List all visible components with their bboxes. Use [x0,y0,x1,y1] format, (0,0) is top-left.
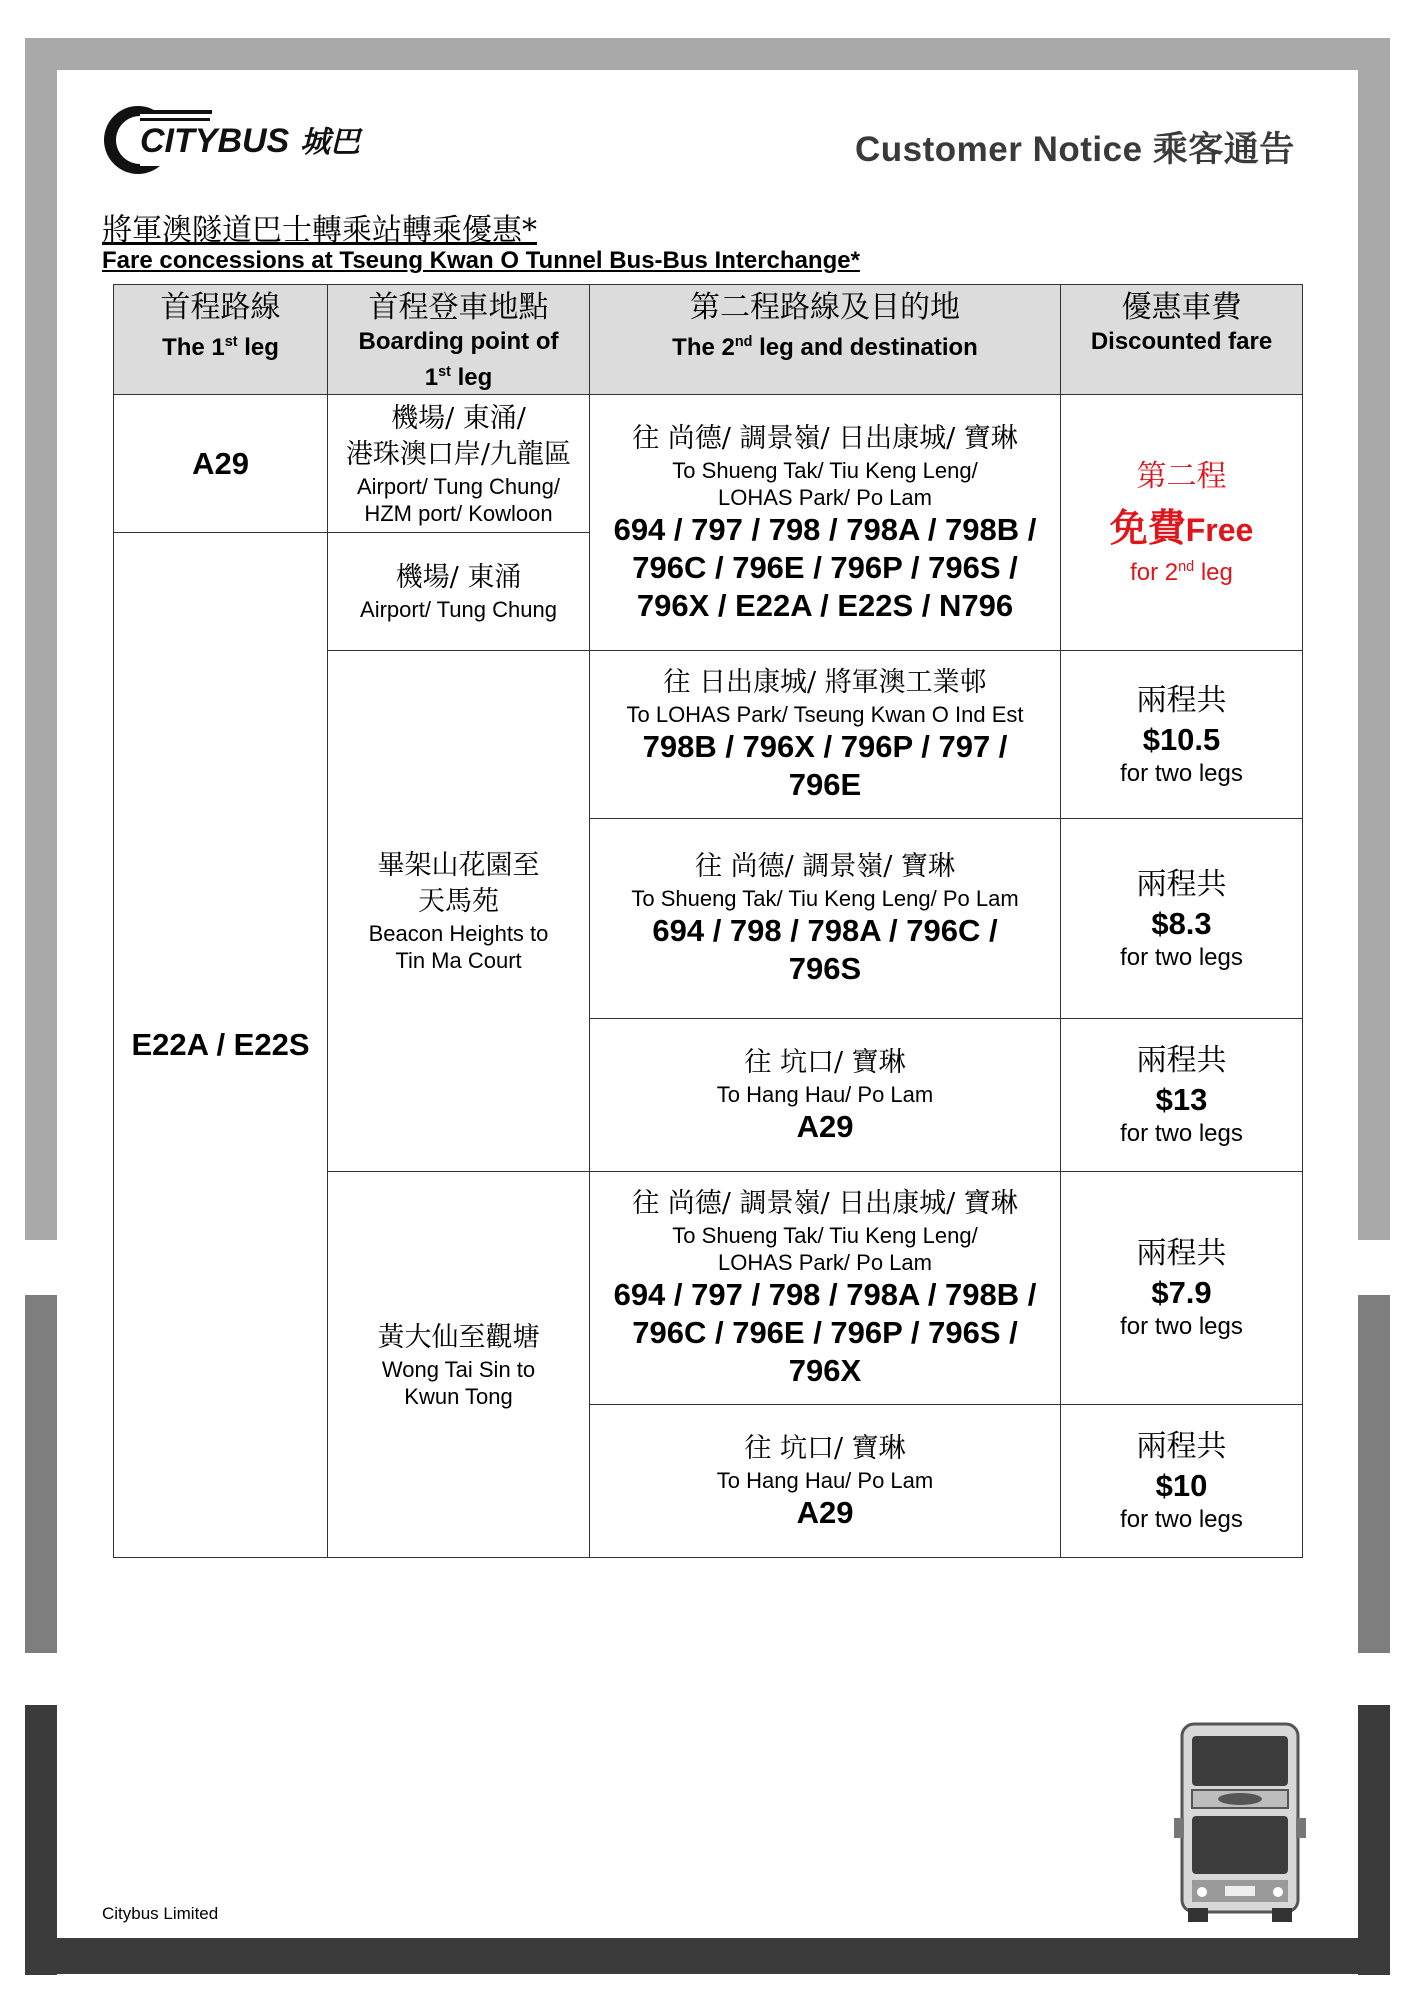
frame-left-bar [25,38,57,1240]
fare-cell: 兩程共 $8.3 for two legs [1061,819,1303,1019]
header-boarding-point: 首程登車地點 Boarding point of 1st leg [328,285,590,395]
header-second-leg: 第二程路線及目的地 The 2nd leg and destination [590,285,1061,395]
frame-left-mid-bar [25,1295,57,1653]
first-leg-route-e22: E22A / E22S [114,533,328,1558]
title-english: Fare concessions at Tseung Kwan O Tunnel Bus-Bus Interchange* [102,247,860,274]
table-row [114,395,1303,533]
fare-cell-free: 第二程 免費Free for 2nd leg [1061,395,1303,651]
fare-cell: 兩程共 $7.9 for two legs [1061,1172,1303,1405]
boarding-point-cell: 機場/ 東涌 Airport/ Tung Chung [328,533,590,651]
footer-company-name: Citybus Limited [102,1904,219,1923]
frame-left-bottom-bar [25,1705,57,1975]
second-leg-cell: 往 尚德/ 調景嶺/ 日出康城/ 寶琳 To Shueng Tak/ Tiu Keng Leng/ LOHAS Park/ Po Lam 694 / 797 / 798 / 798A / 798B / 796C / 796E / 796P / 796S / 796X / E22A / E22S / N796 [590,395,1061,651]
frame-bottom-bar [25,1938,1390,1974]
boarding-point-cell: 黃大仙至觀塘 Wong Tai Sin to Kwun Tong [328,1172,590,1558]
second-leg-cell: 往 尚德/ 調景嶺/ 寶琳 To Shueng Tak/ Tiu Keng Leng/ Po Lam 694 / 798 / 798A / 796C / 796S [590,819,1061,1019]
title-chinese: 將軍澳隧道巴士轉乘站轉乘優惠* [102,213,537,248]
frame-right-bar [1358,38,1390,1240]
second-leg-cell: 往 坑口/ 寶琳 To Hang Hau/ Po Lam A29 [590,1405,1061,1558]
second-leg-cell: 往 日出康城/ 將軍澳工業邨 To LOHAS Park/ Tseung Kwan O Ind Est 798B / 796X / 796P / 797 / 796E [590,651,1061,819]
first-leg-route-a29: A29 [114,395,328,533]
fare-cell: 兩程共 $10 for two legs [1061,1405,1303,1558]
frame-right-mid-bar [1358,1295,1390,1653]
second-leg-cell: 往 尚德/ 調景嶺/ 日出康城/ 寶琳 To Shueng Tak/ Tiu Keng Leng/ LOHAS Park/ Po Lam 694 / 797 / 798 / 798A / 798B / 796C / 796E / 796P / 796S / 796X [590,1172,1061,1405]
boarding-point-cell: 畢架山花園至 天馬苑 Beacon Heights to Tin Ma Court [328,651,590,1172]
svg-text:城巴: 城巴 [300,125,360,160]
customer-notice-heading: Customer Notice 乘客通告 [855,130,1295,169]
citybus-logo [100,100,380,180]
header-first-leg: 首程路線 The 1st leg [114,285,328,395]
header-discounted-fare: 優惠車費 Discounted fare [1061,285,1303,395]
svg-text:CITYBUS: CITYBUS [140,122,290,160]
boarding-point-cell: 機場/ 東涌/ 港珠澳口岸/九龍區 Airport/ Tung Chung/ HZM port/ Kowloon [328,395,590,533]
second-leg-cell: 往 坑口/ 寶琳 To Hang Hau/ Po Lam A29 [590,1019,1061,1172]
table-header-row [114,285,1303,395]
fare-cell: 兩程共 $10.5 for two legs [1061,651,1303,819]
fare-concession-table [113,284,1303,1558]
double-decker-bus-illustration [1170,1718,1310,1928]
frame-top-bar [25,38,1390,70]
fare-cell: 兩程共 $13 for two legs [1061,1019,1303,1172]
frame-right-bottom-bar [1358,1705,1390,1975]
